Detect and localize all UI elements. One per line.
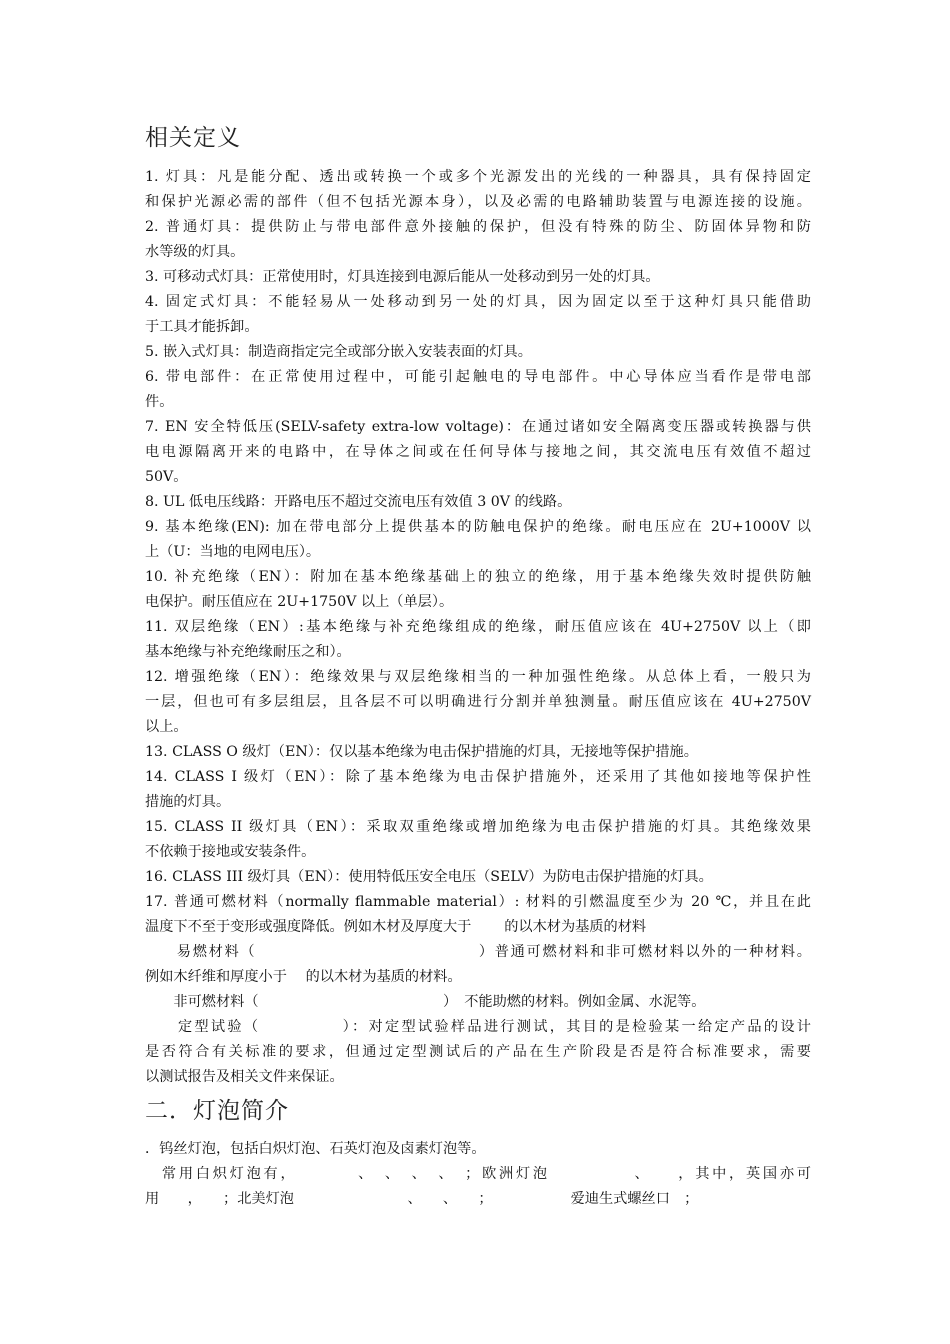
text-line: 例如木纤维和厚度小于 的以木材为基质的材料。 <box>145 969 462 985</box>
text-line: 以测试报告及相关文件来保证。 <box>145 1069 344 1085</box>
text-line: 10. 补充绝缘（EN）：附加在基本绝缘基础上的独立的绝缘，用于基本绝缘失效时提供防触 <box>145 569 811 585</box>
text-line: 9. 基本绝缘(EN): 加在带电部分上提供基本的防触电保护的绝缘。耐电压应在 2U+1000V 以 <box>145 519 811 535</box>
text-line: 3. 可移动式灯具：正常使用时，灯具连接到电源后能从一处移动到另一处的灯具。 <box>145 269 660 285</box>
text-line: 不依赖于接地或安装条件。 <box>145 844 316 860</box>
text-line: 上（U：当地的电网电压）。 <box>145 544 321 560</box>
text-line: 11. 双层绝缘（EN）:基本绝缘与补充绝缘组成的绝缘，耐压值应该在 4U+2750V 以上（即 <box>145 619 811 635</box>
text-line: 非可燃材料（ ） 不能助燃的材料。例如金属、水泥等。 <box>145 994 706 1010</box>
text-line: 1. 灯具：凡是能分配、透出或转换一个或多个光源发出的光线的一种器具，具有保持固定 <box>145 169 811 185</box>
text-line: 16. CLASS III 级灯具（EN）：使用特低压安全电压（SELV）为防电击保护措施的灯具。 <box>145 869 713 885</box>
text-line: 50V。 <box>145 469 188 485</box>
text-line: 5. 嵌入式灯具：制造商指定完全或部分嵌入安装表面的灯具。 <box>145 344 532 360</box>
text-line: 8. UL 低电压线路：开路电压不超过交流电压有效值 3 0V 的线路。 <box>145 494 572 510</box>
text-line: 2. 普通灯具：提供防止与带电部件意外接触的保护，但没有特殊的防尘、防固体异物和防 <box>145 219 811 235</box>
text-line: 14. CLASS I 级灯（EN）：除了基本绝缘为电击保护措施外，还采用了其他如接地等保护性 <box>145 769 811 785</box>
text-line: 以上。 <box>145 719 188 735</box>
text-line: 于工具才能拆卸。 <box>145 319 259 335</box>
text-line: ．钨丝灯泡，包括白炽灯泡、石英灯泡及卤素灯泡等。 <box>145 1141 486 1157</box>
text-line: 12. 增强绝缘（EN）：绝缘效果与双层绝缘相当的一种加强性绝缘。从总体上看，一般只为 <box>145 669 811 685</box>
text-line: 常用白炽灯泡有， 、 、 、 、 ；欧洲灯泡 、 ，其中，英国亦可 <box>145 1166 811 1182</box>
text-line: 易燃材料（ ）普通可燃材料和非可燃材料以外的一种材料。 <box>145 944 811 960</box>
text-line: 定型试验（ ）：对定型试验样品进行测试，其目的是检验某一给定产品的设计 <box>145 1019 811 1035</box>
section-title-definitions: 相关定义 <box>145 125 241 151</box>
text-line: 17. 普通可燃材料（normally flammable material）: 材料的引燃温度至少为 20 ℃，并且在此 <box>145 894 811 910</box>
text-line: 7. EN 安全特低压(SELV-safety extra-low voltage)：在通过诸如安全隔离变压器或转换器与供 <box>145 419 811 435</box>
text-line: 措施的灯具。 <box>145 794 231 810</box>
text-line: 电电源隔离开来的电路中，在导体之间或在任何导体与接地之间，其交流电压有效值不超过 <box>145 444 811 460</box>
text-line: 15. CLASS II 级灯具（EN）：采取双重绝缘或增加绝缘为电击保护措施的灯具。其绝缘效果 <box>145 819 811 835</box>
text-line: 4. 固定式灯具：不能轻易从一处移动到另一处的灯具，因为固定以至于这种灯具只能借助 <box>145 294 811 310</box>
text-line: 用 ， ；北美灯泡 、 、 ； 爱迪生式螺丝口 ； <box>145 1191 699 1207</box>
text-line: 基本绝缘与补充绝缘耐压之和）。 <box>145 644 351 660</box>
text-line: 电保护。耐压值应在 2U+1750V 以上（单层）。 <box>145 594 454 610</box>
text-line: 是否符合有关标准的要求，但通过定型测试后的产品在生产阶段是否是符合标准要求，需要 <box>145 1044 811 1060</box>
text-line: 和保护光源必需的部件（但不包括光源本身），以及必需的电路辅助装置与电源连接的设施。 <box>145 194 811 210</box>
text-line: 温度下不至于变形或强度降低。例如木材及厚度大于 的以木材为基质的材料 <box>145 919 647 935</box>
text-line: 件。 <box>145 394 174 410</box>
text-line: 13. CLASS O 级灯（EN）：仅以基本绝缘为电击保护措施的灯具，无接地等保护措施。 <box>145 744 698 760</box>
section-title-bulb-intro: 二．灯泡简介 <box>145 1098 289 1124</box>
text-line: 水等级的灯具。 <box>145 244 245 260</box>
text-line: 6. 带电部件：在正常使用过程中，可能引起触电的导电部件。中心导体应当看作是带电部 <box>145 369 811 385</box>
text-line: 一层，但也可有多层组层，且各层不可以明确进行分割并单独测量。耐压值应该在 4U+2750V <box>145 694 811 710</box>
